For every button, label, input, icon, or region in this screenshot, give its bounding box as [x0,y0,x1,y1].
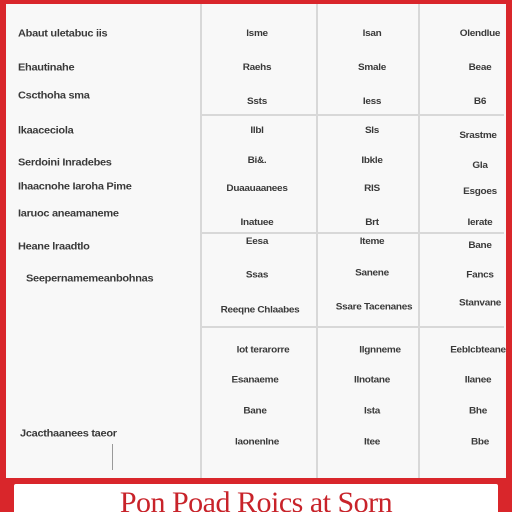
table-cell: lteme [359,236,385,247]
table-cell: Bane [468,240,492,251]
table-cell: Raehs [242,62,272,73]
table-cell: Srastme [459,130,497,141]
row-label: Seepernamemeanbohnas [26,273,154,285]
column-divider [316,4,318,480]
table-cell: Bi&. [247,155,267,166]
table-cell: Ista [363,406,381,417]
table-cell: Eeblcbteane [450,345,506,356]
header-col-2: lsme [246,28,268,39]
table-cell: lot terarorre [236,345,290,356]
table-cell: Bhe [469,406,487,417]
table-cell: RIS [364,183,380,194]
header-col-3: lsan [362,28,382,39]
table-cell: Esanaeme [231,375,279,386]
table-cell: Smale [358,62,386,73]
table-cell: laonenlne [235,437,279,448]
table-cell: Ilanee [464,375,492,386]
row-divider [200,232,504,234]
row-label: lkaaceciola [18,125,74,137]
row-label: Iaruoc aneamaneme [18,208,119,220]
table-cell: Ilnotane [354,375,390,386]
row-label: Cscthoha sma [18,90,90,102]
row-label: Serdoini Inradebes [18,157,112,169]
table-cell: Sls [364,125,380,136]
table-cell: Reeqne Chlaabes [220,305,300,316]
table-cell: Duaauaanees [226,183,288,194]
table-cell: Esgoes [463,186,497,197]
table-cell: Beae [468,62,492,73]
table-cell: Brt [365,217,379,228]
row-label: Heane lraadtlo [18,241,90,253]
column-divider [200,4,202,480]
row-label: Ehautinahe [18,62,75,74]
row-divider [200,326,504,328]
table-cell: Eesa [245,236,269,247]
table-cell: Ilbl [250,125,264,136]
header-col-1: Abaut uletabuc iis [18,28,108,40]
column-divider [418,4,420,480]
table-cell: Ssts [247,96,267,107]
banner-title: Pon Poad Roics at Sorn [119,486,393,512]
table-cell: Inatuee [240,217,274,228]
table-cell: Ssare Tacenanes [335,302,413,313]
table-cell: Stanvane [458,298,502,309]
table-cell: Itee [363,437,381,448]
table-cell: Bbe [471,437,489,448]
table-cell: Gla [472,160,488,171]
row-label: Jcacthaanees taeor [20,428,117,440]
table-cell: Fancs [466,270,494,281]
table-cell: Ilgnneme [359,345,401,356]
table-cell: Ssas [245,270,269,281]
table-cell: Sanene [355,268,389,279]
table-cell: Ierate [467,217,493,228]
table-cell: Bane [243,406,267,417]
table-cell: Ibkle [361,155,383,166]
table-cell: Iess [362,96,382,107]
row-divider [200,114,504,116]
header-col-4: Olendlue [459,28,501,39]
row-label: Ihaacnohe Iaroha Pime [18,181,132,193]
table-cell: B6 [473,96,487,107]
vertical-tick [112,444,113,470]
